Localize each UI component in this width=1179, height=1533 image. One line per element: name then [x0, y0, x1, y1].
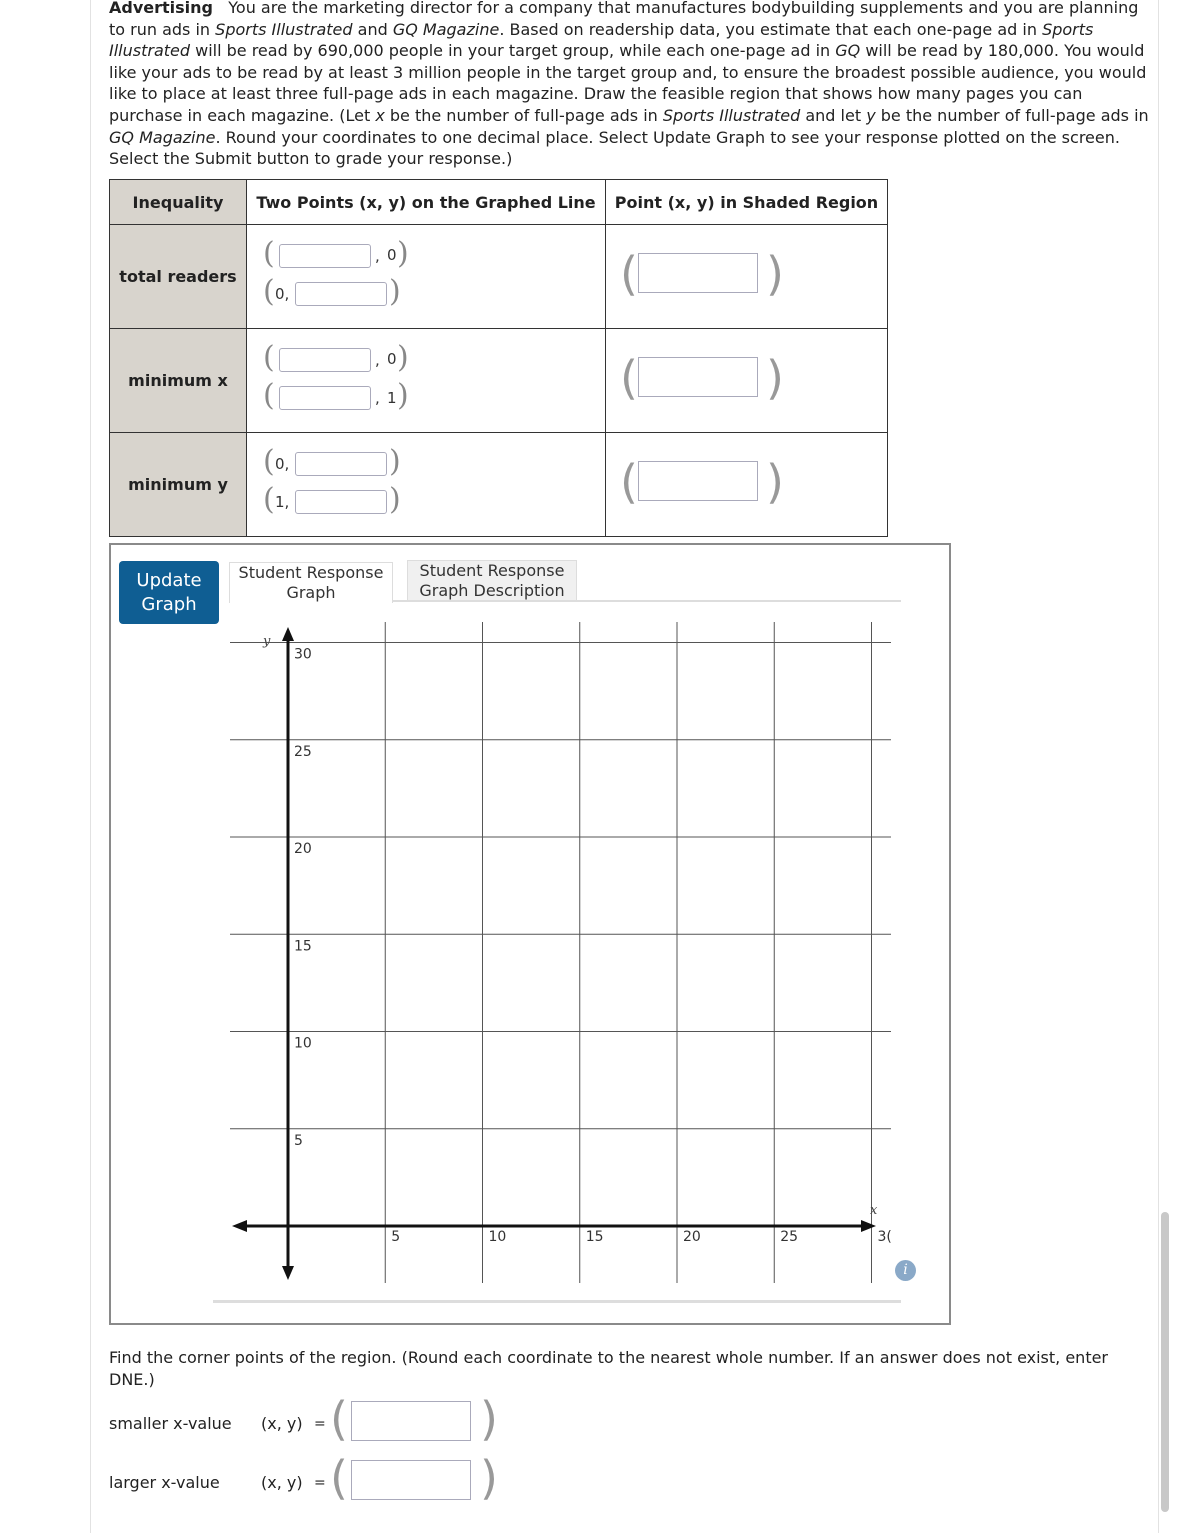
smaller-x-corner-input[interactable]: [351, 1401, 471, 1441]
problem-text: You are the marketing director for a company that manufactures bodybuilding supplements and you are planning to run ads in: [109, 0, 1139, 39]
problem-title: Advertising: [109, 0, 213, 17]
xy-label: (x, y): [261, 1414, 303, 1433]
paren-open: (: [330, 1451, 348, 1505]
header-two-points: Two Points (x, y) on the Graphed Line: [247, 180, 606, 225]
smaller-x-label: [109, 1414, 232, 1433]
row-label-text: minimum x: [128, 371, 228, 390]
paren-open: (: [263, 444, 275, 479]
x-tick-label: 5: [391, 1229, 401, 1245]
x-axis-arrow-left: [232, 1220, 247, 1232]
problem-text: and: [352, 19, 393, 39]
magazine-name: Sports Illustrated: [109, 19, 1094, 61]
larger-x-label: [109, 1473, 220, 1492]
problem-text: and let: [800, 105, 867, 125]
tick-labels: [262, 634, 892, 1245]
magazine-name: Sports Illustrated: [662, 105, 801, 125]
paren-close: ): [480, 1451, 498, 1505]
y-tick-label: 10: [294, 1035, 312, 1052]
problem-text: . Round your coordinates to one decimal place. Select Update Graph to see your response plotted on the screen. Select the Submit button to grade your response.): [109, 127, 1120, 169]
header-shaded-point: Point (x, y) in Shaded Region: [606, 180, 888, 225]
paren-open: (: [263, 482, 275, 517]
paren-close: ): [397, 378, 409, 413]
y-tick-label: 30: [294, 646, 312, 663]
y-tick-label: 20: [294, 841, 312, 857]
larger-x-corner-input[interactable]: [351, 1460, 471, 1500]
x-tick-label: 15: [585, 1229, 604, 1245]
comma: ,: [375, 247, 380, 265]
row-label-total-readers: total readers: [110, 225, 247, 329]
tab-label: Student Response Graph Description: [419, 561, 565, 600]
paren-open: (: [263, 236, 275, 271]
y-axis-arrow-down: [282, 1266, 294, 1280]
paren-open: (: [263, 378, 275, 413]
problem-text: be the number of full-page ads in: [875, 105, 1149, 125]
fixed-value: 0: [387, 246, 397, 264]
x-tick-label: 3(: [877, 1229, 892, 1245]
paren-open: (: [620, 247, 638, 301]
x-axis-label: x: [870, 1203, 878, 1218]
comma: ,: [375, 389, 380, 407]
paren-close: ): [766, 351, 784, 405]
grid-lines: [230, 622, 891, 1283]
paren-close: ): [766, 455, 784, 509]
paren-open: (: [263, 274, 275, 309]
problem-text: be the number of full-page ads in: [384, 105, 663, 125]
y-tick-label: 5: [294, 1132, 303, 1149]
paren-close: ): [480, 1392, 498, 1446]
paren-open: (: [620, 455, 638, 509]
x-tick-label: 10: [488, 1229, 507, 1245]
tab-label: Student Response Graph: [238, 563, 384, 602]
corner-points-instructions: Find the corner points of the region. (Round each coordinate to the nearest whole number. If an answer does not exist, enter DNE.): [109, 1348, 1109, 1389]
row-label-text: minimum y: [128, 475, 228, 494]
problem-text: will be read by 180,000. You would like your ads to be read by at least 3 million people in the target group and, to ensure the broadest possible audience, you would like to place at least three full-page ads in each magazine. Draw the feasible region that shows how many pages you can purchase in each magazine. (Let: [109, 41, 1147, 125]
fixed-value: 1,: [275, 493, 290, 511]
x-tick-label: 25: [780, 1229, 799, 1245]
corner-label-text: smaller x-value: [109, 1414, 232, 1433]
header-inequality: Inequality: [110, 180, 247, 225]
fixed-value: 0,: [275, 285, 290, 303]
y-tick-label: 15: [294, 938, 312, 955]
x-axis-arrow-right: [861, 1220, 876, 1232]
paren-open: (: [330, 1392, 348, 1446]
comma: ,: [375, 351, 380, 369]
y-axis-label: y: [263, 634, 271, 649]
problem-text: . Based on readership data, you estimate that each one-page ad in: [499, 19, 1043, 39]
paren-close: ): [389, 482, 401, 517]
corner-label-text: larger x-value: [109, 1473, 220, 1492]
info-icon[interactable]: i: [895, 1260, 916, 1281]
paren-close: ): [397, 340, 409, 375]
magazine-name: GQ: [835, 41, 861, 61]
equals-sign: =: [314, 1416, 326, 1432]
fixed-value: 0: [387, 350, 397, 368]
fixed-value: 1: [387, 389, 397, 407]
y-tick-label: 25: [294, 743, 312, 760]
y-axis-arrow-up: [282, 627, 294, 641]
xy-label: (x, y): [261, 1473, 303, 1492]
variable-x: x: [375, 105, 385, 125]
problem-text: will be read by 690,000 people in your target group, while each one-page ad in: [190, 41, 836, 61]
magazine-name: Sports Illustrated: [215, 19, 353, 39]
fixed-value: 0,: [275, 455, 290, 473]
paren-close: ): [389, 274, 401, 309]
update-graph-label: Update Graph: [136, 569, 202, 615]
magazine-name: GQ Magazine: [392, 19, 500, 39]
paren-open: (: [263, 340, 275, 375]
paren-open: (: [620, 351, 638, 405]
axes: [232, 627, 876, 1280]
paren-close: ): [389, 444, 401, 479]
equals-sign: =: [314, 1475, 326, 1491]
magazine-name: GQ Magazine: [109, 127, 216, 147]
x-tick-label: 20: [683, 1229, 701, 1245]
paren-close: ): [397, 236, 409, 271]
variable-y: y: [866, 105, 876, 125]
paren-close: ): [766, 247, 784, 301]
